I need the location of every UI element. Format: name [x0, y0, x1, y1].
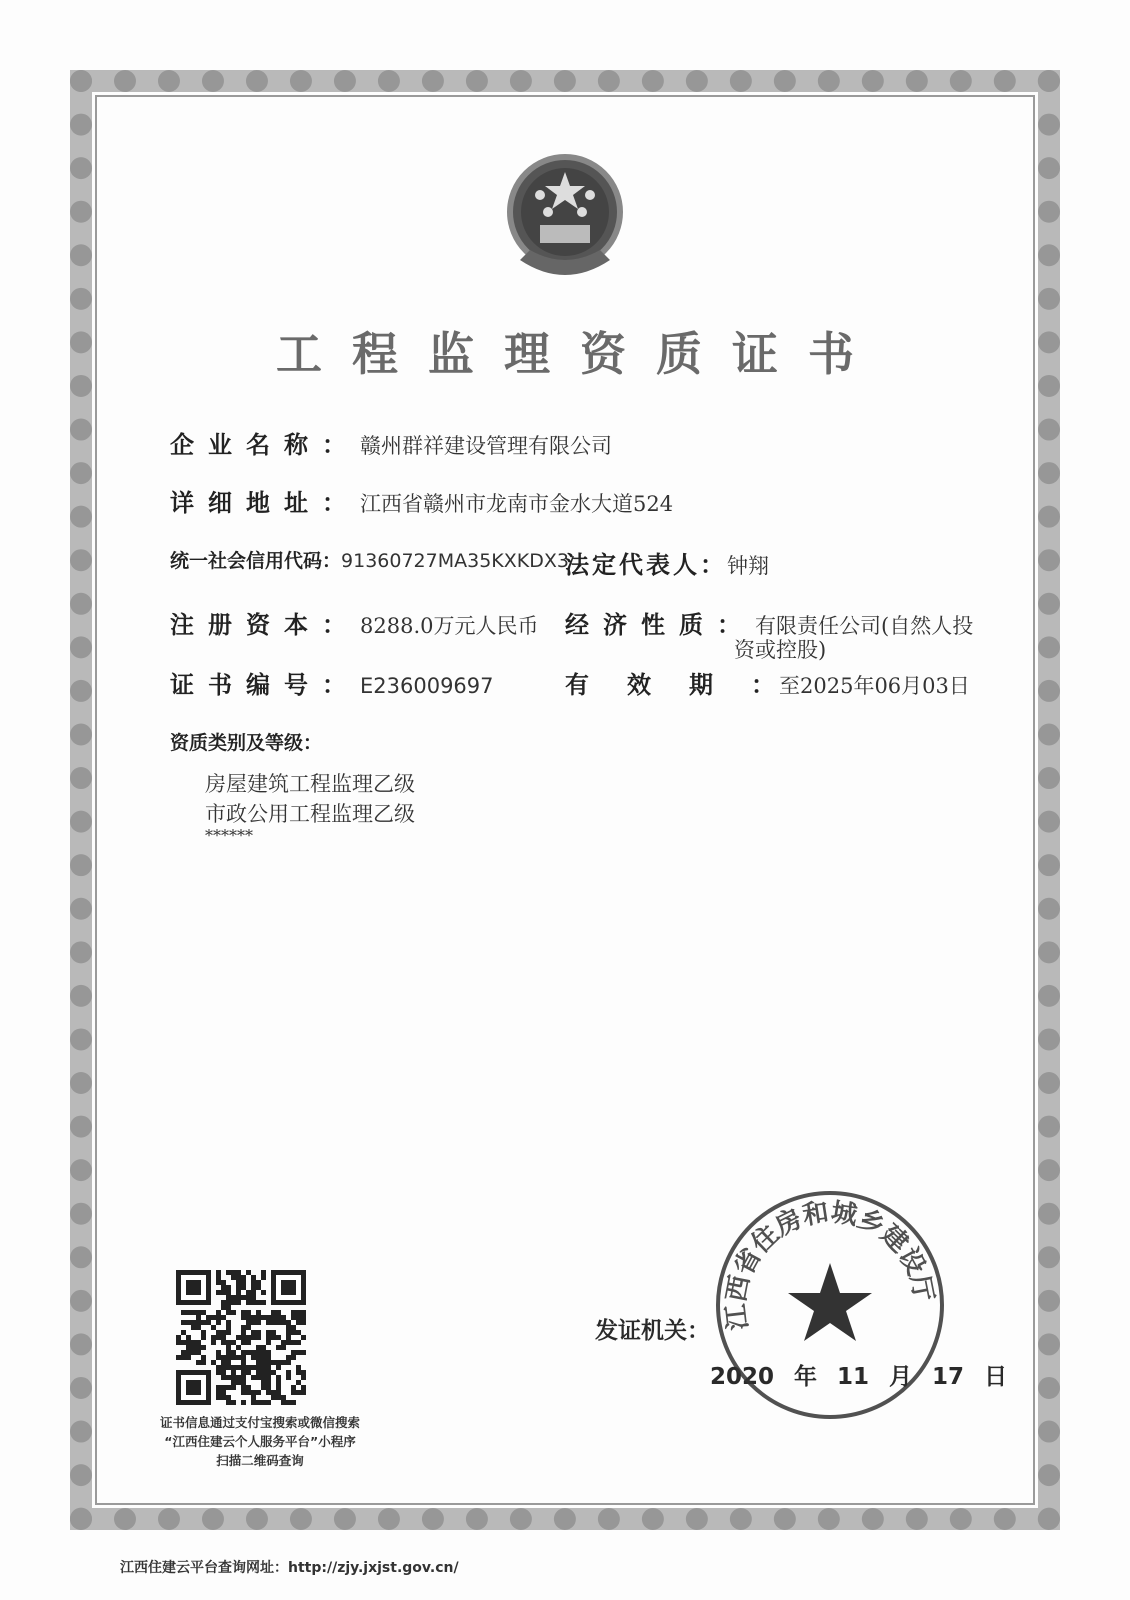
address-row [170, 483, 673, 518]
caption-line: 证书信息通过支付宝搜索或微信搜索 [159, 1415, 360, 1430]
footer-url: 江西住建云平台查询网址：http://zjy.jxjst.gov.cn/ [120, 1560, 459, 1576]
nature-line2: 资或控股) [734, 638, 827, 662]
issuer-label: 发证机关： [595, 1318, 710, 1344]
certificate-title: 工程监理资质证书 [276, 327, 884, 381]
legal-rep-row [565, 545, 769, 580]
star-icon [788, 1263, 872, 1341]
credit-code-row [170, 546, 569, 573]
qr-caption [110, 1413, 410, 1470]
caption-line: “江西住建云个人服务平台”小程序 [164, 1434, 356, 1449]
cert-no: E236009697 [360, 674, 494, 698]
address: 江西省赣州市龙南市金水大道524 [360, 492, 674, 516]
qualification-item: 市政公用工程监理乙级 [205, 802, 415, 826]
label: 经济性质： [565, 611, 755, 639]
capital: 8288.0万元人民币 [360, 614, 539, 638]
legal-rep: 钟翔 [727, 554, 769, 578]
qualification-item: 房屋建筑工程监理乙级 [205, 772, 415, 796]
nature: 有限责任公司(自然人投 [755, 614, 974, 638]
valid-row [565, 665, 970, 700]
national-emblem-icon [500, 150, 630, 285]
credit-code: 91360727MA35KXKDX3 [341, 550, 569, 572]
qualification-label: 资质类别及等级： [170, 732, 323, 754]
label: 注册资本： [170, 611, 360, 639]
issue-date: 2020 年 11 月 17 日 [710, 1364, 1008, 1390]
cert-no-row [170, 665, 494, 700]
label: 证书编号： [170, 671, 360, 699]
capital-row [170, 605, 538, 640]
label: 统一社会信用代码： [170, 550, 342, 572]
label: 企业名称： [170, 431, 360, 459]
company-name-row [170, 425, 612, 460]
seal-text: 江西省住房和城乡建设厅 [721, 1197, 939, 1332]
qr-code[interactable] [176, 1270, 306, 1405]
valid-until: 至2025年06月03日 [779, 674, 970, 698]
qualification-item: ****** [205, 826, 253, 845]
label: 详细地址： [170, 489, 360, 517]
company-name: 赣州群祥建设管理有限公司 [360, 434, 612, 458]
label: 法定代表人： [565, 551, 727, 579]
label: 有效期： [565, 671, 813, 699]
official-seal [710, 1185, 950, 1425]
caption-line: 扫描二维码查询 [216, 1453, 304, 1468]
